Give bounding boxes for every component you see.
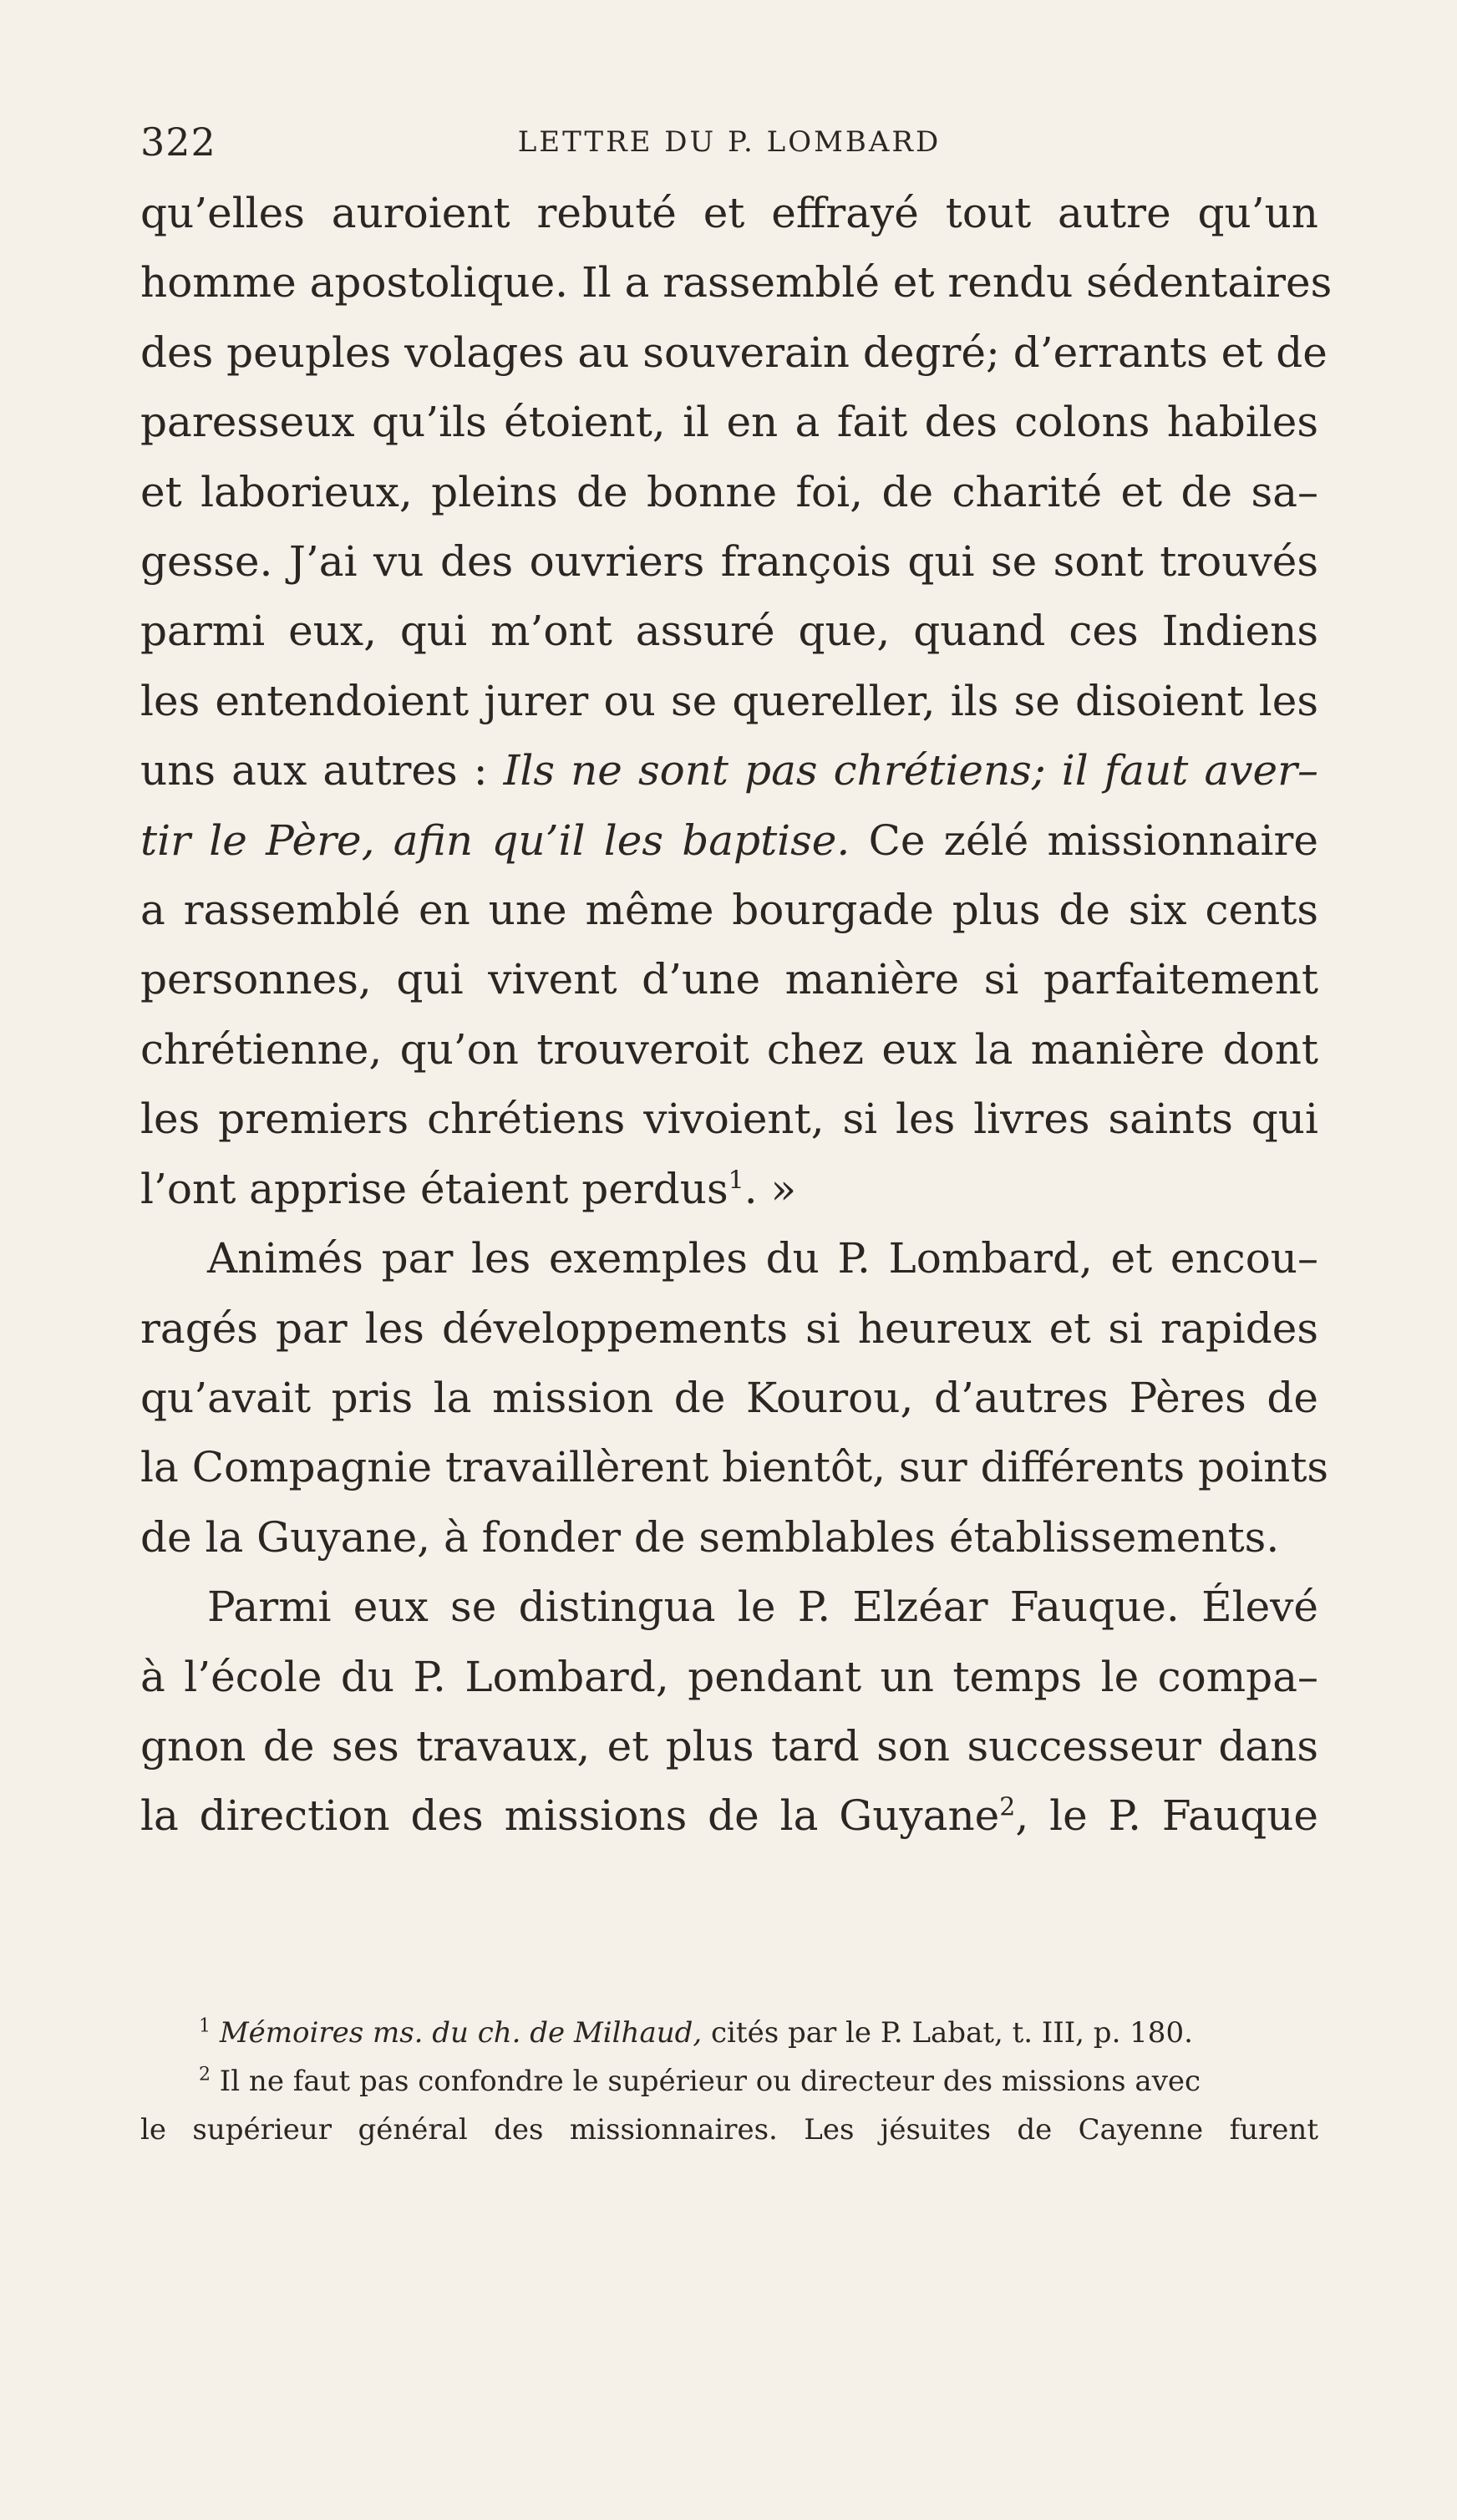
text-line: a rassemblé en une même bourgade plus de six cents [140,886,1318,935]
text-italic: Ils ne sont pas chrétiens; il faut aver– [503,746,1318,795]
text-line: homme apostolique. Il a rassemblé et rendu sédentaires [140,258,1333,307]
text-line: personnes, qui vivent d’une manière si parfaitement [140,955,1318,1004]
text-roman: uns aux autres : [140,746,504,795]
paragraph-first-line: Animés par les exemples du P. Lombard, et encou– [207,1234,1318,1283]
text-line [140,736,1318,805]
text-roman: , le P. Fauque [1015,1791,1318,1841]
text-roman: l’ont apprise étaient perdus [140,1164,728,1213]
text-roman: Ce zélé missionnaire [850,815,1318,865]
footnote-italic: Mémoires ms. du ch. de Milhaud, [219,2016,703,2050]
text-line: gnon de ses travaux, et plus tard son successeur dans [140,1721,1318,1771]
footnote-1 [140,2009,1318,2057]
footnote-text: cités par le P. Labat, t. III, p. 180. [702,2016,1193,2050]
text-line [140,1781,1318,1851]
text-line: et laborieux, pleins de bonne foi, de charité et de sa– [140,467,1318,516]
footnote-2-continued: le supérieur général des missionnaires. Les jésuites de Cayenne furent [140,2113,1318,2147]
footnote-text: Il ne faut pas confondre le supérieur ou directeur des missions avec [211,2065,1201,2098]
text-line: la Compagnie travaillèrent bientôt, sur différents points [140,1443,1329,1492]
paragraph-first-line: Parmi eux se distingua le P. Elzéar Fauque. Élevé [207,1583,1318,1632]
page-number: 322 [140,119,216,165]
text-roman: . » [744,1164,797,1213]
footnote-mark: 2 [199,2064,211,2086]
text-line: qu’elles auroient rebuté et effrayé tout autre qu’un [140,189,1318,237]
text-roman: la direction des missions de la Guyane [140,1791,1000,1841]
text-line: les entendoient jurer ou se quereller, ils se disoient les [140,676,1318,725]
text-line [140,806,1318,876]
text-line: ragés par les développements si heureux et si rapides [140,1303,1318,1353]
text-line: parmi eux, qui m’ont assuré que, quand ces Indiens [140,607,1318,656]
running-head [140,117,1318,167]
text-line: qu’avait pris la mission de Kourou, d’autres Pères de [140,1373,1318,1422]
text-line: de la Guyane, à fonder de semblables établissements. [140,1512,1280,1562]
footnote-mark: 1 [199,2015,211,2037]
text-line: à l’école du P. Lombard, pendant un temps le compa– [140,1652,1318,1701]
footnote-2 [140,2057,1318,2106]
text-line: paresseux qu’ils étoient, il en a fait des colons habiles [140,398,1318,447]
footnote-ref: 2 [999,1792,1016,1822]
text-line: des peuples volages au souverain degré; d’errants et de [140,328,1328,377]
running-title: LETTRE DU P. LOMBARD [517,125,942,159]
footnote-ref: 1 [728,1166,744,1196]
text-line: gesse. J’ai vu des ouvriers françois qui se sont trouvés [140,537,1318,587]
text-line: les premiers chrétiens vivoient, si les livres saints qui [140,1095,1318,1144]
text-italic: tir le Père, afin qu’il les baptise. [140,815,850,865]
text-line [140,1155,1318,1224]
body-text [140,179,1333,1852]
footnotes [140,2009,1318,2154]
text-line: chrétienne, qu’on trouveroit chez eux la manière dont [140,1024,1318,1074]
